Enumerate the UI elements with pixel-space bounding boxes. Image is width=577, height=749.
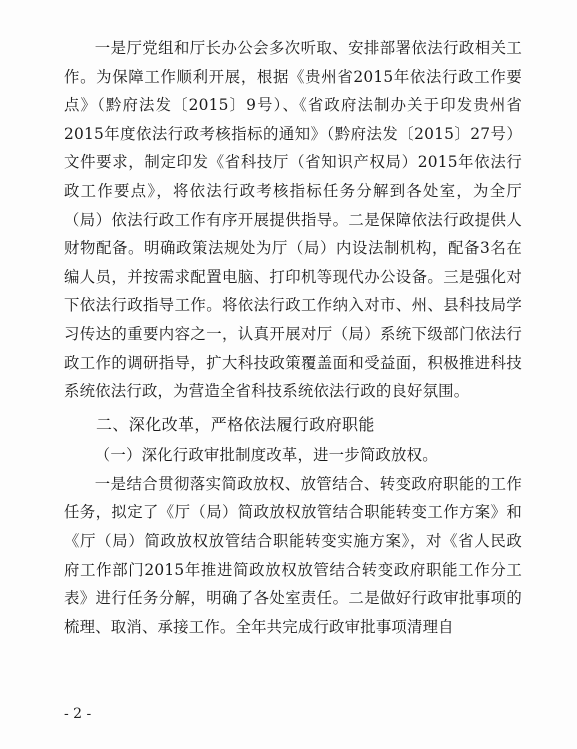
section-heading: 二、深化改革，严格依法履行政府职能 [96, 414, 375, 434]
page-number: - 2 - [64, 706, 92, 722]
body-paragraph-2: 一是结合贯彻落实简政放权、放管结合、转变政府职能的工作任务，拟定了《厅（局）简政放权放管结合职能转变工作方案》和《厅（局）简政放权放管结合职能转变实施方案》，对《省人民政府工作部门2015年推进简政放权放管结合转变政府职能工作分工表》进行任务分解，明确了各处室责任。二是做好行政审批事项的梳理、取消、承接工作。全年共完成行政审批事项清理自 [64, 474, 522, 636]
document-body [64, 34, 522, 641]
subsection-heading: （一）深化行政审批制度改革，进一步简政放权。 [94, 445, 438, 464]
body-paragraph-1: 一是厅党组和厅长办公会多次听取、安排部署依法行政相关工作。为保障工作顺利开展，根据《贵州省2015年依法行政工作要点》（黔府法发〔2015〕9号）、《省政府法制办关于印发贵州省2015年度依法行政考核指标的通知》（黔府法发〔2015〕27号）文件要求，制定印发《省科技厅（省知识产权局）2015年依法行政工作要点》，将依法行政考核指标任务分解到各处室，为全厅（局）依法行政工作有序开展提供指导。二是保障依法行政提供人财物配备。明确政策法规处为厅（局）内设法制机构，配备3名在编人员，并按需求配置电脑、打印机等现代办公设备。三是强化对下依法行政指导工作。将依法行政工作纳入对市、州、县科技局学习传达的重要内容之一，认真开展对厅（局）系统下级部门依法行政工作的调研指导，扩大科技政策覆盖面和受益面，积极推进科技系统依法行政，为营造全省科技系统依法行政的良好氛围。 [64, 39, 522, 401]
